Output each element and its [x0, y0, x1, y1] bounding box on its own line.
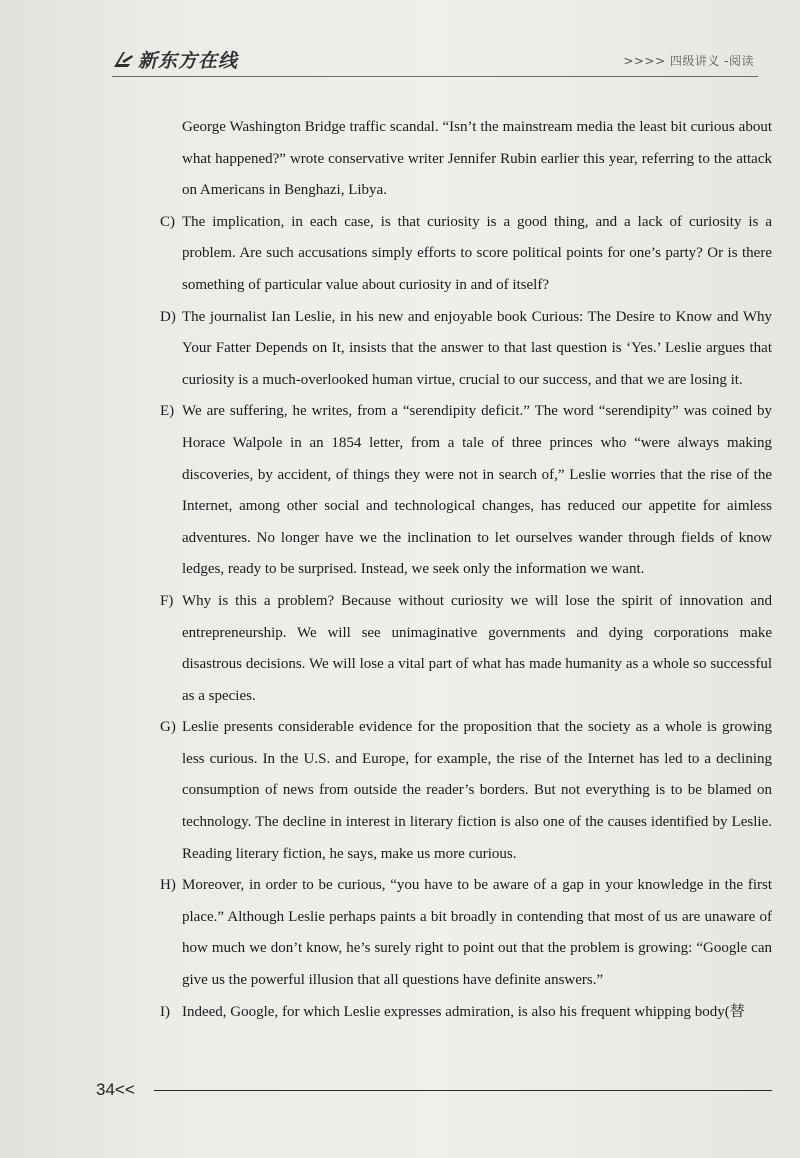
paragraph-letter: D) — [160, 308, 176, 325]
logo-text: 新东方在线 — [138, 50, 239, 72]
reading-passage — [160, 112, 772, 1028]
paragraph-letter: F) — [160, 592, 174, 609]
new-oriental-logo-icon — [112, 49, 134, 71]
paragraph-letter: H) — [160, 877, 176, 894]
paragraph-continued — [160, 112, 772, 207]
paragraph-text: Moreover, in order to be curious, “you have to be aware of a gap in your knowledge in the first place.” Although Leslie perhaps paints a bit broadly in contending that most of us are unaware of how much we don’t know, he’s surely right to point out that the problem is growing: “Google can give us the powerful illusion that all questions have definite answers.” — [182, 877, 772, 989]
section-label: >>>> 四级讲义 -阅读 — [623, 54, 754, 68]
paragraph-e — [160, 396, 772, 586]
page-number: 34<< — [96, 1080, 135, 1099]
header-divider — [112, 76, 758, 77]
paragraph-i — [160, 997, 772, 1029]
brand-logo — [112, 46, 238, 73]
paragraph-letter: E) — [160, 403, 175, 420]
paragraph-f — [160, 586, 772, 712]
paragraph-text: The journalist Ian Leslie, in his new and enjoyable book Curious: The Desire to Know and Why Your Fatter Depends on It, insists that the answer to that last question is ‘Yes.’ Leslie argues that curiosity is a much-overlooked human virtue, crucial to our success, and that we are losing it. — [182, 308, 772, 388]
paragraph-letter: C) — [160, 213, 175, 230]
paragraph-text: Leslie presents considerable evidence for the proposition that the society as a whole is growing less curious. In the U.S. and Europe, for example, the rise of the Internet has led to a declining consumption of news from outside the reader’s borders. But not everything is to be blamed on technology. The decline in interest in literary fiction is also one of the causes identified by Leslie. Reading literary fiction, he says, make us more curious. — [182, 719, 772, 862]
paragraph-text: George Washington Bridge traffic scandal. “Isn’t the mainstream media the least bit curious about what happened?” wrote conservative writer Jennifer Rubin earlier this year, referring to the attack on Americans in Benghazi, Libya. — [182, 119, 772, 199]
paragraph-letter: G) — [160, 719, 176, 736]
paragraph-text: The implication, in each case, is that curiosity is a good thing, and a lack of curiosity is a problem. Are such accusations simply efforts to score political points for one’s party? Or is there something of particular value about curiosity in and of itself? — [182, 213, 772, 293]
paragraph-text: Why is this a problem? Because without curiosity we will lose the spirit of innovation and entrepreneurship. We will see unimaginative governments and dying corporations make disastrous decisions. We will lose a vital part of what has made humanity as a whole so successful as a species. — [182, 592, 772, 704]
paragraph-text: Indeed, Google, for which Leslie expresses admiration, is also his frequent whipping body(替 — [182, 1003, 745, 1020]
page-header — [112, 42, 758, 82]
paragraph-text: We are suffering, he writes, from a “serendipity deficit.” The word “serendipity” was coined by Horace Walpole in an 1854 letter, from a tale of three princes who “were always making discoveries, by accident, of things they were not in search of,” Leslie worries that the rise of the Internet, among other social and technological changes, has reduced our appetite for aimless adventures. No longer have we the inclination to let ourselves wander through fields of know ledges, ready to be surprised. Instead, we seek only the information we want. — [182, 403, 772, 578]
footer-divider — [154, 1090, 772, 1091]
paragraph-h — [160, 870, 772, 996]
paragraph-g — [160, 712, 772, 870]
paragraph-c — [160, 207, 772, 302]
page-footer — [96, 1080, 772, 1104]
paragraph-d — [160, 302, 772, 397]
paragraph-letter: I) — [160, 1003, 170, 1020]
